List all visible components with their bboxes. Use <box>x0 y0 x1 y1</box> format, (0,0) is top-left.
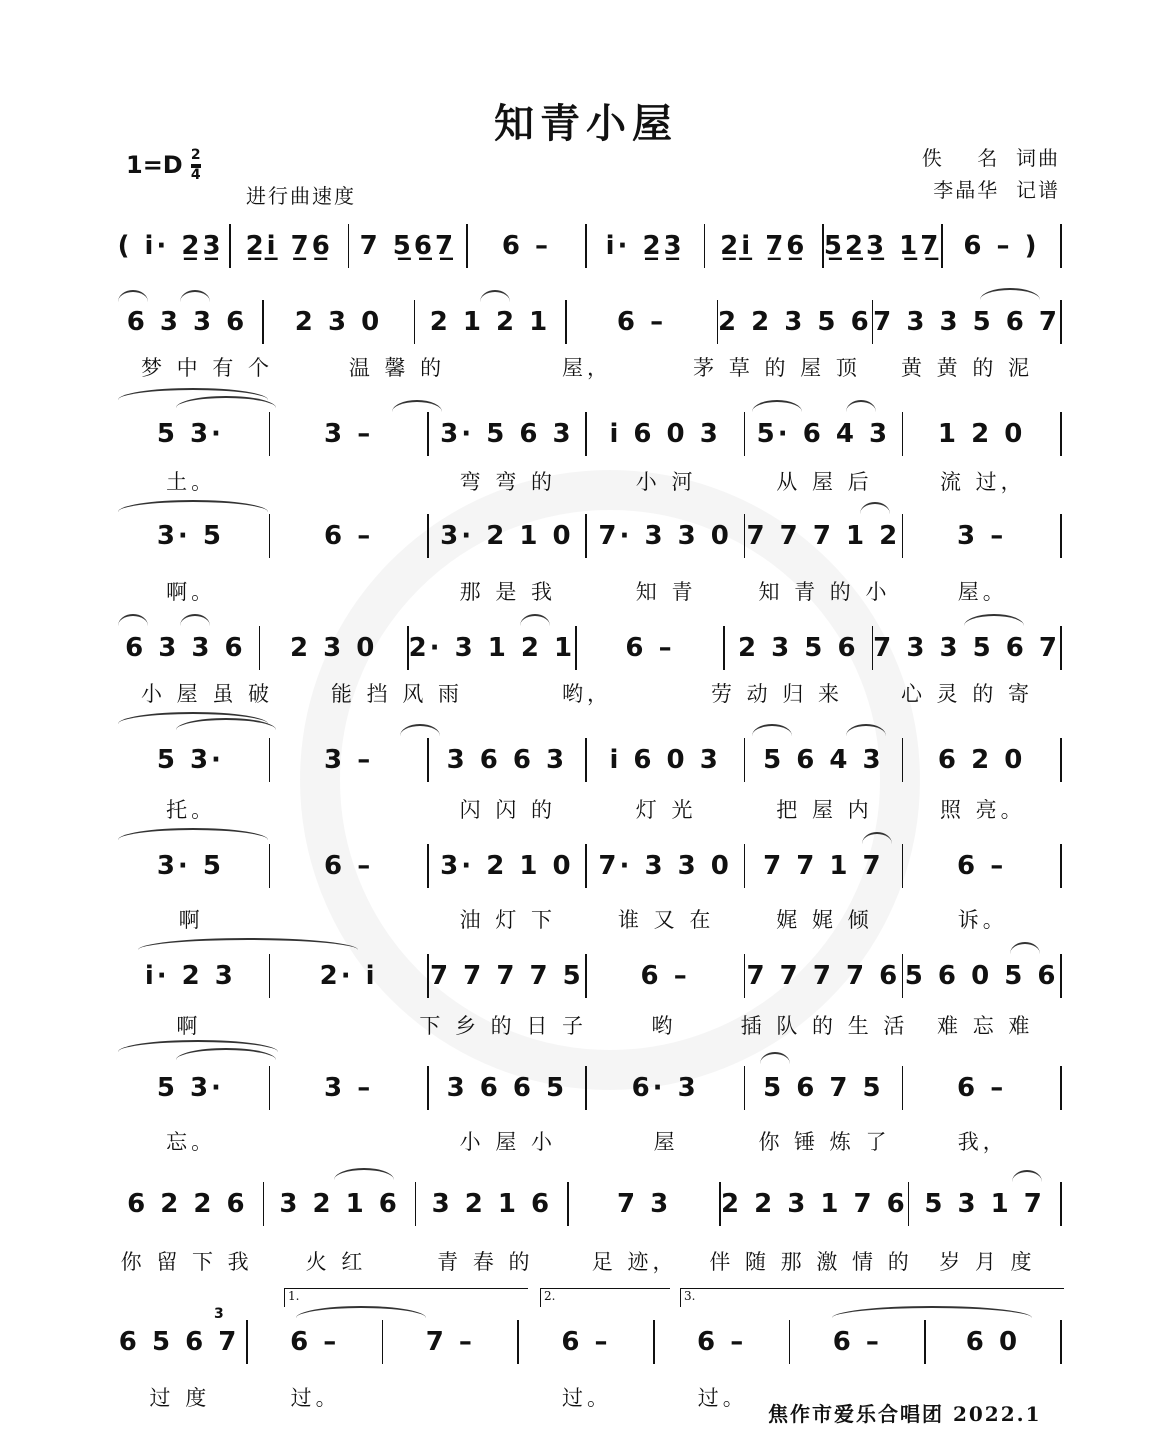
slur <box>118 614 148 626</box>
lyrics-row <box>112 904 1062 934</box>
measure: 6 – <box>957 851 1007 881</box>
volta-bracket-2: 2. <box>540 1288 670 1307</box>
lyric-segment: 诉。 <box>957 908 1008 932</box>
measure: 3· 5 <box>156 851 224 881</box>
measure: i 6 0 3 <box>609 745 721 775</box>
slur <box>846 400 876 412</box>
key-label: 1=D <box>126 151 183 179</box>
measure: 3· 2 1 0 <box>440 521 574 551</box>
barline-end <box>1060 1066 1062 1110</box>
measure: 5· 6 4 3 <box>756 419 891 449</box>
lyrics-row <box>112 678 1062 708</box>
notation-row <box>112 1064 1062 1112</box>
lyric-segment: 小 屋 虽 破 <box>140 682 274 706</box>
measure: 7 3 3 5 6 7 <box>873 633 1060 663</box>
measure: 5 3· <box>156 745 224 775</box>
slur <box>1012 1170 1042 1182</box>
measure: 7 3 3 5 6 7 <box>873 307 1060 337</box>
lyric-segment: 谁 又 在 <box>617 908 715 932</box>
lyric-segment: 屋。 <box>957 580 1008 604</box>
lyric-segment: 托。 <box>166 798 217 822</box>
lyric-segment: 你 留 下 我 <box>120 1250 253 1274</box>
lyric-segment: 过。 <box>562 1386 613 1410</box>
measure: 3 – <box>324 1073 374 1103</box>
measure: 1 2 0 <box>937 419 1026 449</box>
lyric-segment: 流 过， <box>939 470 1026 494</box>
time-top: 2 <box>190 147 201 163</box>
notation-row <box>112 1318 1062 1366</box>
measure: 3 – <box>957 521 1007 551</box>
lyrics-row <box>112 466 1062 496</box>
lyric-segment: 过。 <box>697 1386 748 1410</box>
measure: 5 3· <box>156 1073 224 1103</box>
measure: 6 – <box>697 1327 747 1357</box>
measure: 3 – <box>324 419 374 449</box>
notation-row <box>112 222 1062 270</box>
measure: 2 3 0 <box>289 633 378 663</box>
notation-row <box>112 298 1062 346</box>
lyric-segment <box>270 904 428 934</box>
volta-bracket-3: 3. <box>680 1288 1064 1307</box>
slur <box>334 1168 394 1180</box>
measure: 6 5 6 7 <box>118 1327 240 1357</box>
measure: 6 – <box>290 1327 340 1357</box>
lyric-segment: 灯 光 <box>635 798 697 822</box>
lyric-segment: 岁 月 度 <box>939 1250 1036 1274</box>
lyric-segment: 难 忘 难 <box>937 1014 1034 1038</box>
measure: 6 2 0 <box>937 745 1026 775</box>
barline-end <box>1060 300 1062 344</box>
measure: 7· 3 3 0 <box>598 851 732 881</box>
lyric-segment: 屋 <box>653 1130 679 1154</box>
lyric-segment: 火 红 <box>305 1250 367 1274</box>
triplet-mark: 3 <box>214 1306 224 1322</box>
notation-row <box>112 512 1062 560</box>
barline-end <box>1060 514 1062 558</box>
lyric-segment: 屋， <box>562 356 612 380</box>
lyric-segment: 啊 <box>176 1014 202 1038</box>
notation-row <box>112 1180 1062 1228</box>
measure: 6 – <box>324 521 374 551</box>
measure: 2̲i̲ 7̲6̲ <box>720 231 808 261</box>
lyric-segment: 哟 <box>651 1014 677 1038</box>
barline-end <box>1060 412 1062 456</box>
barline-end <box>1060 1320 1062 1364</box>
measure: 2 1 2 1 <box>429 307 551 337</box>
lyric-segment: 知 青 <box>635 580 697 604</box>
lyric-segment: 小 河 <box>635 470 697 494</box>
lyric-segment: 小 屋 小 <box>459 1130 556 1154</box>
lyric-segment: 啊 <box>178 908 204 932</box>
measure: 6 – <box>501 231 552 261</box>
slur <box>980 288 1040 300</box>
measure: 5 3 1 7 <box>924 1189 1045 1219</box>
measure: 6 – <box>832 1327 882 1357</box>
lyric-segment: 足 迹， <box>591 1250 678 1274</box>
measure: 7 3 <box>616 1189 672 1219</box>
lyric-segment: 闪 闪 的 <box>459 798 556 822</box>
lyric-segment: 哟， <box>562 682 612 706</box>
barline-end <box>1060 844 1062 888</box>
measure: 3 6 6 5 <box>446 1073 568 1103</box>
slur <box>480 290 510 302</box>
credits <box>922 142 1060 206</box>
time-bottom: 4 <box>190 167 201 183</box>
lyric-segment: 知 青 的 小 <box>758 580 891 604</box>
notation-row <box>112 952 1062 1000</box>
measure: ( i· 2̲3̲ <box>117 231 224 261</box>
lyric-segment: 我， <box>957 1130 1008 1154</box>
lyric-segment: 温 馨 的 <box>348 356 446 380</box>
measure: 6 – ) <box>963 231 1040 261</box>
lyric-segment: 伴 随 那 激 情 的 <box>709 1250 913 1274</box>
measure: 6 – <box>957 1073 1007 1103</box>
slur <box>180 614 210 626</box>
measure: 2· i <box>319 961 378 991</box>
lyric-segment: 娓 娓 倾 <box>776 908 873 932</box>
slur <box>138 938 358 950</box>
measure: 7 7 7 7 5 <box>430 961 584 991</box>
measure: 3 – <box>324 745 374 775</box>
slur <box>118 828 268 840</box>
measure: 6· 3 <box>631 1073 699 1103</box>
measure: i· 2 3 <box>144 961 236 991</box>
measure: 5 6 0 5 6 <box>904 961 1059 991</box>
lyric-segment <box>270 794 428 824</box>
barline-end <box>1060 738 1062 782</box>
measure: 6 3 3 6 <box>126 307 248 337</box>
lyric-segment <box>270 576 428 606</box>
lyric-segment: 忘。 <box>166 1130 217 1154</box>
lyric-segment: 土。 <box>166 470 217 494</box>
measure: 6 2 2 6 <box>127 1189 248 1219</box>
lyrics-row <box>112 1010 1062 1040</box>
slur <box>964 614 1024 626</box>
lyric-segment: 劳 动 归 来 <box>710 682 844 706</box>
lyric-segment: 茅 草 的 屋 顶 <box>693 356 861 380</box>
measure: 7 7 1 7 <box>763 851 884 881</box>
lyric-segment: 黄 黄 的 泥 <box>900 356 1034 380</box>
lyric-segment: 青 春 的 <box>437 1250 534 1274</box>
tempo-marking: 进行曲速度 <box>246 184 356 208</box>
measure: 3· 2 1 0 <box>440 851 574 881</box>
lyric-segment <box>270 466 428 496</box>
lyric-segment <box>383 1382 519 1412</box>
notation-row <box>112 736 1062 784</box>
measure: 3· 5 <box>156 521 224 551</box>
measure: 6 – <box>324 851 374 881</box>
lyric-segment: 能 挡 风 雨 <box>330 682 464 706</box>
lyric-segment: 从 屋 后 <box>776 470 873 494</box>
lyrics-row <box>112 352 1062 382</box>
measure: 7 7 7 1 2 <box>746 521 901 551</box>
barline-end <box>1060 954 1062 998</box>
measure: 2 2 3 1 7 6 <box>720 1189 908 1219</box>
measure: 3 6 6 3 <box>446 745 568 775</box>
measure: 7 – <box>425 1327 475 1357</box>
lyric-segment: 下 乡 的 日 子 <box>419 1014 588 1038</box>
time-signature <box>191 148 201 182</box>
slur <box>760 1052 790 1064</box>
measure: 5̲2̲3̲ 1̲7̲ <box>823 231 942 261</box>
slur <box>180 290 210 302</box>
measure: 2̲i̲ 7̲6̲ <box>245 231 333 261</box>
lyric-segment <box>270 1126 428 1156</box>
measure: 7 5̲6̲7̲ <box>359 231 457 261</box>
credit-lyrics: 佚 名 词曲 <box>921 146 1060 170</box>
barline-end <box>1060 224 1062 268</box>
barline-end <box>1060 626 1062 670</box>
lyric-segment: 过 度 <box>149 1386 211 1410</box>
measure: 6 – <box>561 1327 611 1357</box>
measure: 3 2 1 6 <box>431 1189 553 1219</box>
lyric-segment: 插 队 的 生 活 <box>740 1014 909 1038</box>
credit-notation: 李晶华 记谱 <box>933 178 1060 202</box>
lyrics-row <box>112 794 1062 824</box>
lyric-segment: 你 锤 炼 了 <box>758 1130 891 1154</box>
measure: 6 – <box>625 633 675 663</box>
lyrics-row <box>112 1126 1062 1156</box>
measure: 6 0 <box>965 1327 1021 1357</box>
measure: 3· 5 6 3 <box>440 419 574 449</box>
measure: 6 – <box>616 307 667 337</box>
measure: 3 2 1 6 <box>279 1189 400 1219</box>
measure: 2 3 0 <box>294 307 383 337</box>
lyric-segment: 过。 <box>290 1386 341 1410</box>
measure: i 6 0 3 <box>609 419 721 449</box>
slur <box>752 400 802 412</box>
slur <box>392 400 442 412</box>
lyric-segment: 心 灵 的 寄 <box>900 682 1034 706</box>
slur <box>118 290 148 302</box>
measure: 6 3 3 6 <box>125 633 246 663</box>
measure: 7 7 7 7 6 <box>746 961 901 991</box>
volta-bracket-1: 1. <box>284 1288 528 1307</box>
measure: 7· 3 3 0 <box>598 521 732 551</box>
lyric-segment: 啊。 <box>166 580 217 604</box>
key-signature <box>126 148 201 182</box>
measure: i· 2̲3̲ <box>605 231 685 261</box>
notation-row <box>112 624 1062 672</box>
footer-credit: 焦作市爱乐合唱团 2022.1 <box>768 1402 1042 1426</box>
notation-row <box>112 410 1062 458</box>
lyrics-row <box>112 576 1062 606</box>
slur <box>1010 942 1040 954</box>
measure: 2 3 5 6 <box>738 633 859 663</box>
lyric-segment <box>266 1010 420 1040</box>
lyric-segment: 照 亮。 <box>939 798 1026 822</box>
barline-end <box>1060 1182 1062 1226</box>
measure: 5 6 7 5 <box>763 1073 884 1103</box>
measure: 6 – <box>640 961 690 991</box>
lyric-segment: 梦 中 有 个 <box>140 356 274 380</box>
lyric-segment: 油 灯 下 <box>459 908 556 932</box>
lyric-segment: 那 是 我 <box>459 580 556 604</box>
measure: 2 2 3 5 6 <box>718 307 872 337</box>
notation-row <box>112 842 1062 890</box>
slur <box>296 1306 426 1318</box>
lyrics-row <box>112 1246 1062 1276</box>
measure: 5 6 4 3 <box>763 745 884 775</box>
measure: 5 3· <box>156 419 224 449</box>
lyric-segment: 弯 弯 的 <box>459 470 556 494</box>
page-title: 知青小屋 <box>494 100 678 147</box>
slur <box>860 502 890 514</box>
slur <box>832 1306 1032 1318</box>
measure: 2· 3 1 2 1 <box>408 633 576 663</box>
slur <box>118 500 268 512</box>
lyric-segment: 把 屋 内 <box>776 798 873 822</box>
